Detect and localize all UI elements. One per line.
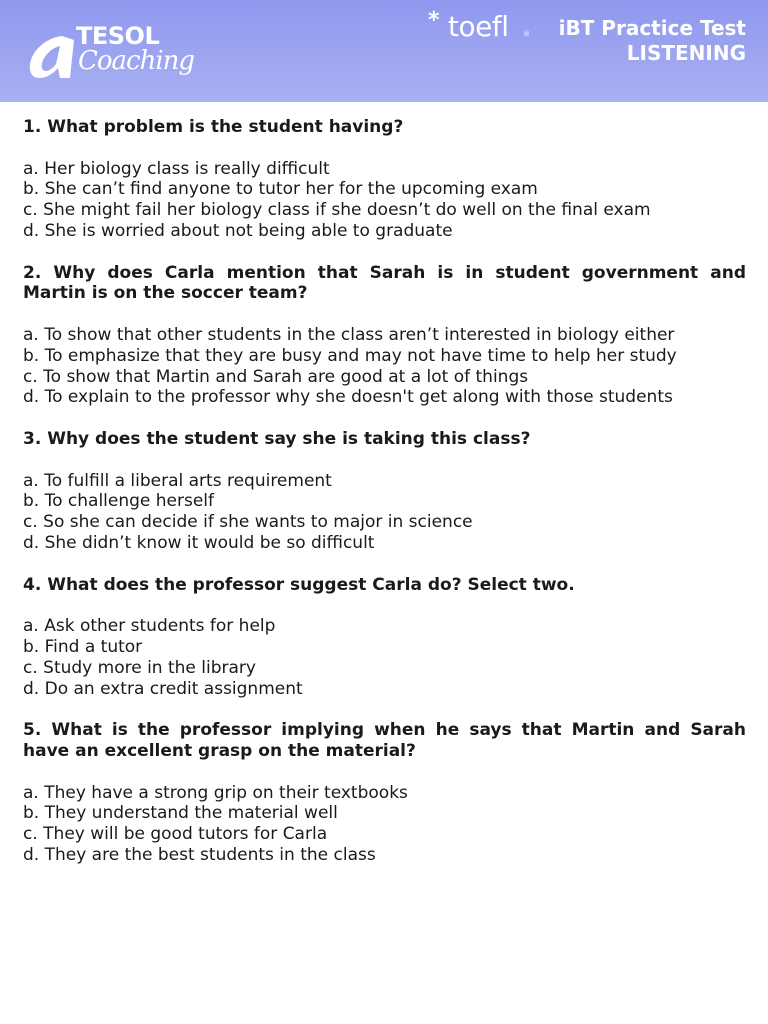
- logo-swoosh-icon: [24, 28, 84, 88]
- answer-option-d: d. She is worried about not being able to graduate: [23, 220, 453, 241]
- question-text: 3. Why does the student say she is taking this class?: [23, 428, 531, 449]
- answer-option-a: a. Ask other students for help: [23, 616, 276, 637]
- question-1: [23, 117, 746, 242]
- answer-option-d: d. She didn’t know it would be so difficult: [23, 532, 375, 553]
- question-text: 4. What does the professor suggest Carla do? Select two.: [23, 574, 575, 595]
- logo-tesol-text: TESOL: [76, 22, 160, 50]
- answer-option-d: d. To explain to the professor why she doesn't get along with those students: [23, 387, 673, 408]
- answer-option-d: d. They are the best students in the class: [23, 844, 376, 865]
- question-3: [23, 429, 746, 554]
- answer-option-b: b. To emphasize that they are busy and may not have time to help her study: [23, 345, 677, 366]
- registered-mark: ®: [523, 30, 530, 38]
- answer-option-a: a. To fulfill a liberal arts requirement: [23, 470, 332, 491]
- answer-option-a: a. Her biology class is really difficult: [23, 158, 330, 179]
- answer-option-c: c. They will be good tutors for Carla: [23, 824, 328, 845]
- question-2: [23, 263, 746, 409]
- tesol-coaching-logo: [24, 22, 195, 88]
- answer-option-c: c. She might fail her biology class if she doesn’t do well on the final exam: [23, 200, 651, 221]
- toefl-brand-text: toefl: [448, 10, 509, 43]
- header-banner: [0, 0, 768, 102]
- answer-option-c: c. So she can decide if she wants to major in science: [23, 512, 473, 533]
- answer-option-b: b. They understand the material well: [23, 803, 338, 824]
- question-5: [23, 720, 746, 866]
- question-text: 5. What is the professor implying when he says that Martin and Sarah have an excellent grasp on the material?: [23, 720, 746, 761]
- test-title-line2: LISTENING: [626, 41, 746, 65]
- toefl-star-icon: *: [428, 8, 440, 33]
- test-title-line1: iBT Practice Test: [558, 16, 746, 40]
- answer-option-c: c. Study more in the library: [23, 657, 256, 678]
- questions-list: [23, 117, 746, 886]
- answer-option-b: b. She can’t find anyone to tutor her for the upcoming exam: [23, 179, 538, 200]
- answer-option-d: d. Do an extra credit assignment: [23, 678, 303, 699]
- answer-option-a: a. To show that other students in the class aren’t interested in biology either: [23, 324, 675, 345]
- test-title: [559, 16, 746, 66]
- question-text: 1. What problem is the student having?: [23, 117, 404, 137]
- answer-option-b: b. To challenge herself: [23, 491, 215, 512]
- answer-option-b: b. Find a tutor: [23, 636, 143, 657]
- question-text: 2. Why does Carla mention that Sarah is in student government and Martin is on the soccer team?: [23, 262, 746, 304]
- logo-coaching-text: Coaching: [78, 46, 195, 76]
- answer-option-a: a. They have a strong grip on their textbooks: [23, 782, 408, 803]
- question-4: [23, 575, 746, 700]
- answer-option-c: c. To show that Martin and Sarah are good at a lot of things: [23, 366, 529, 387]
